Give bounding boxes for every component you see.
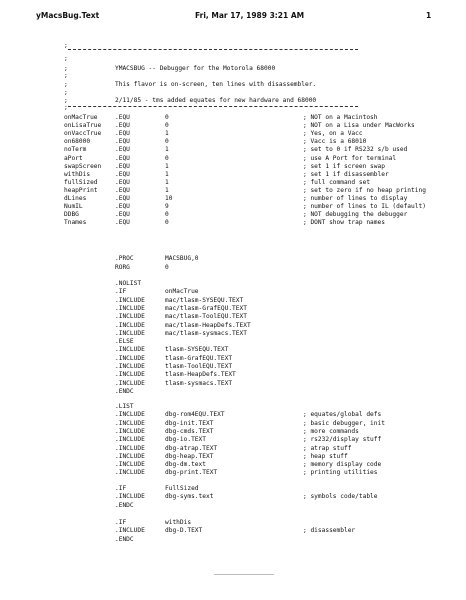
proc-directive: RORG	[115, 263, 130, 271]
equate-directive: .EQU	[115, 211, 130, 219]
include-file: dbg-print.TEXT	[165, 469, 218, 477]
equate-comment: ; number of lines to display	[303, 195, 408, 202]
equate-comment: ; set to 0 if RS232 s/b used	[303, 146, 408, 154]
equate-name: NumIL	[64, 203, 83, 211]
equate-value: 1	[165, 170, 169, 178]
include-directive: .ELSE	[115, 338, 134, 346]
equate-directive: .EQU	[115, 178, 130, 186]
equate-name: Tnames	[64, 219, 87, 227]
include-directive: .IF	[115, 288, 127, 296]
include-file: mac/tlasm-SYSEQU.TEXT	[165, 296, 244, 304]
include-directive: .INCLUDE	[115, 313, 145, 321]
equate-comment: ; Yes, on a Vacc	[303, 130, 363, 138]
include-directive: .INCLUDE	[115, 304, 145, 312]
comment-separator-top	[68, 49, 358, 50]
equate-name: onLisaTrue	[64, 122, 102, 130]
include-file: mac/tlasm-sysmacs.TEXT	[165, 329, 247, 337]
file-name: yMacsBug.Text	[36, 11, 100, 20]
equate-name: onVaccTrue	[64, 130, 102, 138]
equate-directive: .EQU	[115, 195, 130, 202]
include-file: dbg-cmds.TEXT	[165, 427, 214, 435]
include-comment: ; symbols code/table	[303, 493, 378, 501]
equate-value: 0	[165, 219, 169, 227]
comment-marker: ;	[64, 42, 68, 49]
comment-marker: ;	[64, 65, 68, 72]
include-comment: ; disassembler	[303, 527, 356, 535]
proc-argument: MACSBUG,0	[165, 255, 199, 262]
equate-comment: ; Vacc is a 68010	[303, 138, 367, 146]
equate-name: dLines	[64, 195, 87, 202]
include-comment: ; printing utilities	[303, 469, 378, 477]
include-file: onMacTrue	[165, 288, 199, 296]
include-file: mac/tlasm-HeapDefs.TEXT	[165, 321, 251, 329]
include-directive: .INCLUDE	[115, 493, 145, 501]
include-file: tlasm-SYSEQU.TEXT	[165, 346, 229, 354]
include-directive: .IF	[115, 485, 127, 492]
include-comment: ; heap stuff	[303, 452, 348, 460]
include-directive: .ENDC	[115, 387, 134, 395]
include-directive: .INCLUDE	[115, 444, 145, 452]
comment-marker: ;	[64, 104, 68, 111]
comment-marker: ;	[64, 97, 68, 104]
comment-flavor: This flavor is on-screen, ten lines with disassembler.	[115, 81, 317, 88]
page-header	[0, 12, 466, 22]
include-directive: .INCLUDE	[115, 371, 145, 379]
equate-name: fullSized	[64, 178, 98, 186]
include-directive: .IF	[115, 519, 127, 526]
include-file: dbg-init.TEXT	[165, 419, 214, 427]
include-directive: .NOLIST	[115, 280, 142, 287]
include-comment: ; more commands	[303, 427, 359, 435]
include-file: mac/tlasm-GrafEQU.TEXT	[165, 304, 247, 312]
proc-directive: .PROC	[115, 255, 134, 262]
comment-marker: ;	[64, 89, 68, 96]
comment-marker: ;	[64, 72, 68, 79]
equate-value: 0	[165, 154, 169, 162]
equate-value: 1	[165, 130, 169, 138]
include-file: dbg-atrap.TEXT	[165, 444, 218, 452]
include-directive: .INCLUDE	[115, 527, 145, 535]
include-directive: .INCLUDE	[115, 296, 145, 304]
equate-comment: ; DONT show trap names	[303, 219, 385, 227]
equate-value: 10	[165, 195, 173, 202]
equate-directive: .EQU	[115, 114, 130, 121]
equate-comment: ; NOT on a Macintosh	[303, 114, 378, 121]
equate-value: 0	[165, 122, 169, 130]
equate-comment: ; set to zero if no heap printing	[303, 186, 426, 194]
equate-directive: .EQU	[115, 154, 130, 162]
equate-name: swapScreen	[64, 162, 102, 170]
equate-comment: ; number of lines to IL (default)	[303, 203, 426, 211]
equate-value: 0	[165, 114, 169, 121]
include-file: mac/tlasm-ToolEQU.TEXT	[165, 313, 247, 321]
include-comment: ; equates/global defs	[303, 411, 382, 419]
include-file: dbg-rom4EQU.TEXT	[165, 411, 225, 419]
equate-name: onMacTrue	[64, 114, 98, 121]
comment-title: YMACSBUG -- Debugger for the Motorola 68000	[115, 65, 276, 72]
equate-name: DDBG	[64, 211, 79, 219]
equate-directive: .EQU	[115, 162, 130, 170]
include-comment: ; memory display code	[303, 461, 382, 469]
equate-value: 1	[165, 146, 169, 154]
include-file: tlasm-ToolEQU.TEXT	[165, 363, 233, 370]
include-directive: .INCLUDE	[115, 321, 145, 329]
include-directive: .INCLUDE	[115, 469, 145, 477]
equate-directive: .EQU	[115, 138, 130, 146]
equate-directive: .EQU	[115, 146, 130, 154]
include-directive: .INCLUDE	[115, 346, 145, 354]
include-directive: .INCLUDE	[115, 461, 145, 469]
include-file: dbg-dm.text	[165, 461, 206, 469]
include-directive: .INCLUDE	[115, 411, 145, 419]
include-directive: .INCLUDE	[115, 419, 145, 427]
equate-value: 0	[165, 138, 169, 146]
comment-date: 2/11/85 - tms added equates for new hardware and 68000	[115, 97, 317, 104]
equate-comment: ; set 1 if screen swap	[303, 162, 385, 170]
proc-argument: 0	[165, 263, 169, 271]
include-file: tlasm-GrafEQU.TEXT	[165, 354, 233, 362]
equate-name: noTerm	[64, 146, 87, 154]
include-file: tlasm-HeapDefs.TEXT	[165, 371, 236, 379]
equate-comment: ; use A Port for terminal	[303, 154, 397, 162]
equate-comment: ; NOT on a Lisa under MacWorks	[303, 122, 415, 130]
include-directive: .INCLUDE	[115, 329, 145, 337]
include-directive: .INCLUDE	[115, 427, 145, 435]
include-file: dbg-D.TEXT	[165, 527, 203, 535]
page-number: 1	[426, 11, 432, 20]
equate-directive: .EQU	[115, 219, 130, 227]
include-directive: .INCLUDE	[115, 354, 145, 362]
include-file: tlasm-sysmacs.TEXT	[165, 379, 233, 387]
include-comment: ; atrap stuff	[303, 444, 352, 452]
print-datetime: Fri, Mar 17, 1989 3:21 AM	[195, 11, 305, 20]
include-directive: .LIST	[115, 403, 134, 410]
include-directive: .INCLUDE	[115, 379, 145, 387]
equate-value: 9	[165, 203, 169, 211]
equate-value: 1	[165, 162, 169, 170]
include-directive: .INCLUDE	[115, 363, 145, 370]
comment-marker: ;	[64, 55, 68, 62]
equate-name: aPort	[64, 154, 83, 162]
equate-comment: ; set 1 if disassembler	[303, 170, 389, 178]
comment-separator-bottom	[68, 106, 358, 107]
equate-name: on68000	[64, 138, 91, 146]
equate-comment: ; NOT debugging the debugger	[303, 211, 408, 219]
equate-directive: .EQU	[115, 130, 130, 138]
include-comment: ; rs232/display stuff	[303, 436, 382, 444]
equate-name: withDis	[64, 170, 91, 178]
include-file: dbg-syms.text	[165, 493, 214, 501]
include-file: dbg-heap.TEXT	[165, 452, 214, 460]
page-bottom-rule	[214, 574, 274, 575]
include-file: FullSized	[165, 485, 199, 492]
include-comment: ; basic debugger, init	[303, 419, 385, 427]
include-directive: .ENDC	[115, 535, 134, 543]
equate-value: 1	[165, 186, 169, 194]
equate-directive: .EQU	[115, 170, 130, 178]
equate-directive: .EQU	[115, 122, 130, 130]
equate-value: 0	[165, 211, 169, 219]
equate-directive: .EQU	[115, 203, 130, 211]
include-directive: .INCLUDE	[115, 436, 145, 444]
equate-value: 1	[165, 178, 169, 186]
comment-marker: ;	[64, 81, 68, 88]
include-file: withDis	[165, 519, 192, 526]
include-directive: .INCLUDE	[115, 452, 145, 460]
include-directive: .ENDC	[115, 501, 134, 509]
equate-name: heapPrint	[64, 186, 98, 194]
equate-directive: .EQU	[115, 186, 130, 194]
equate-comment: ; full command set	[303, 178, 371, 186]
include-file: dbg-io.TEXT	[165, 436, 206, 444]
